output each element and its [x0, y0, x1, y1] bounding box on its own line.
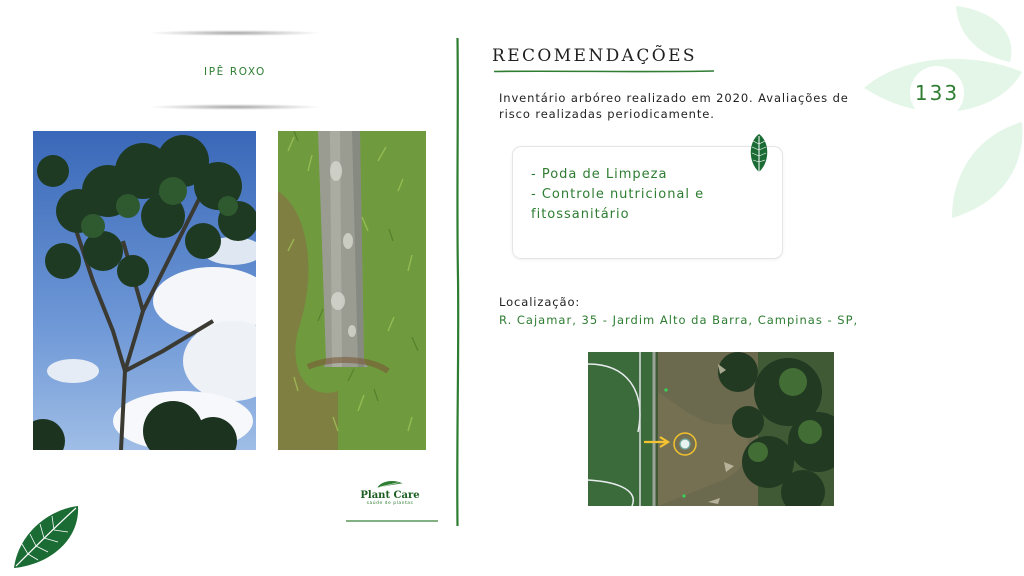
tree-trunk-photo	[278, 131, 426, 450]
tree-canopy-photo	[33, 131, 256, 450]
banana-leaf-icon	[8, 502, 84, 572]
logo-underline	[346, 520, 438, 522]
vertical-divider	[455, 38, 460, 526]
location-label: Localização:	[499, 295, 581, 309]
species-title: IPÊ ROXO	[204, 66, 266, 78]
recommendations-list	[531, 165, 761, 225]
recommendations-card	[512, 146, 783, 259]
aerial-location-map	[588, 352, 834, 506]
page-number-badge	[910, 66, 964, 120]
logo-tagline: saúde de plantas	[366, 501, 414, 506]
species-title-plate	[150, 30, 320, 110]
intro-text: Inventário arbóreo realizado em 2020. Avaliações de risco realizadas periodicamente.	[499, 91, 849, 121]
title-shadow-rule-bottom	[150, 104, 320, 110]
leaf-icon	[746, 132, 772, 174]
heading-underline	[494, 70, 714, 73]
recommendation-item: - Poda de Limpeza	[531, 167, 668, 182]
recommendation-item: - Controle nutricional e fitossanitário	[531, 187, 705, 222]
title-shadow-rule-top	[150, 30, 320, 36]
page-number: 133	[914, 81, 960, 105]
location-address: R. Cajamar, 35 - Jardim Alto da Barra, Campinas - SP,	[499, 313, 859, 327]
logo-brand: Plant Care	[360, 490, 420, 501]
logo-leaf-icon	[376, 478, 404, 490]
section-heading: RECOMENDAÇÕES	[492, 46, 697, 66]
plant-care-logo	[350, 476, 430, 516]
